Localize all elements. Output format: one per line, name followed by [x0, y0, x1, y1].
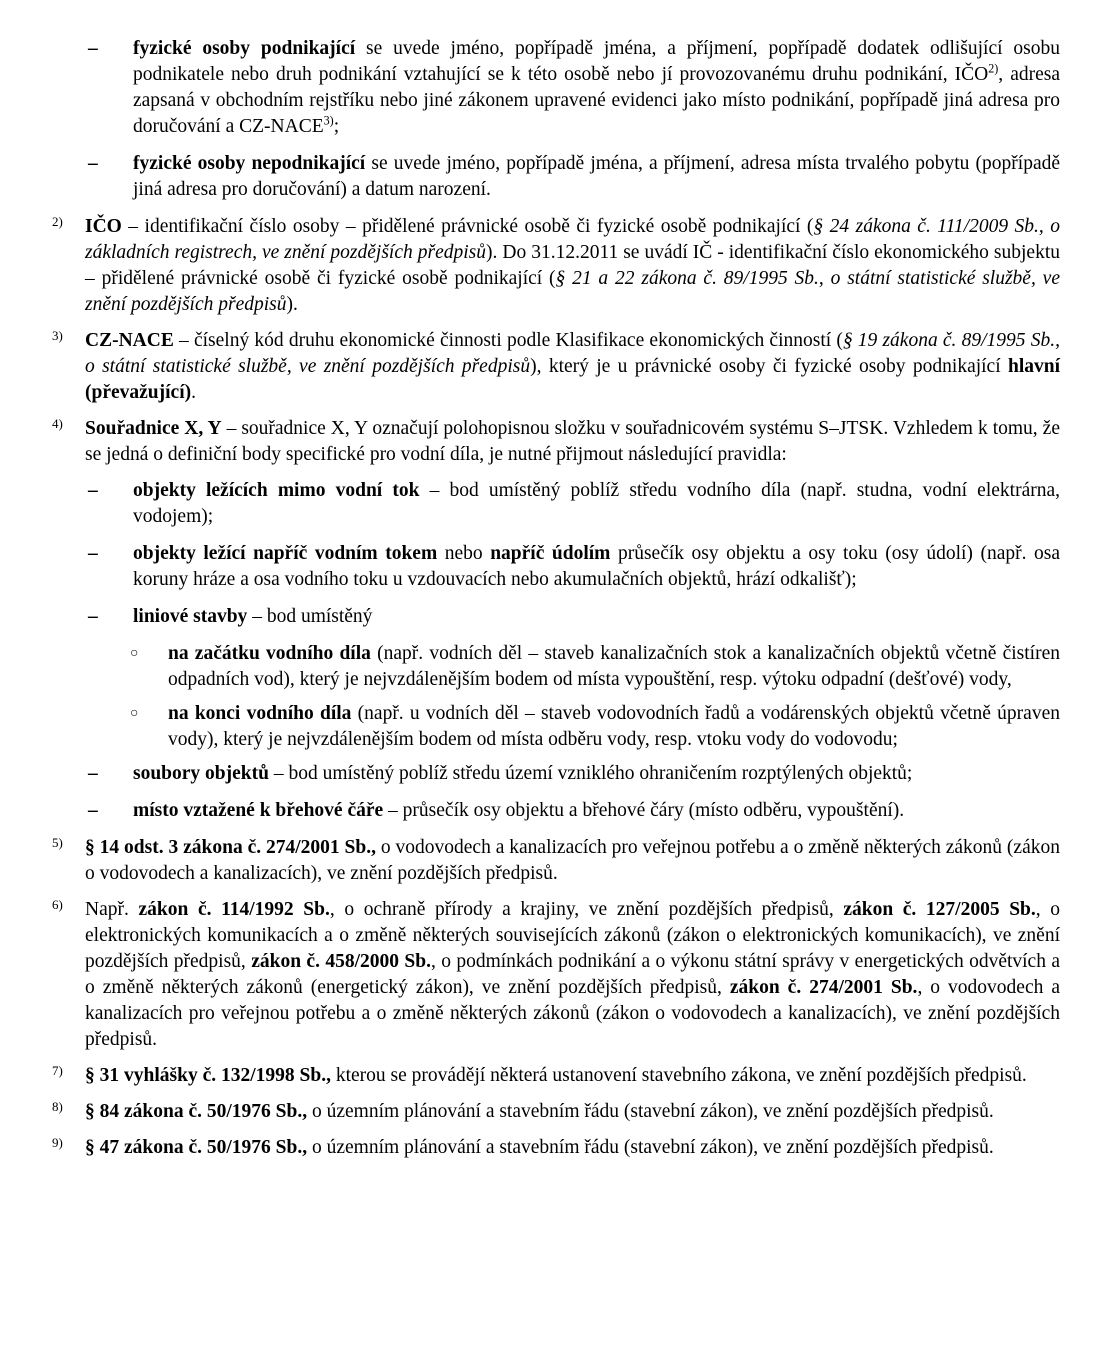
bullet-item [88, 798, 1060, 824]
bullet-text [133, 151, 1060, 203]
text-segment: § 31 vyhlášky č. 132/1998 Sb., [85, 1065, 331, 1086]
text-segment: – souřadnice X, Y označují polohopisnou složku v souřadnicovém systému S–JTSK. Vzhledem k tomu, že se jedná o definiční body specifické pro vodní díla, je nutné přijmout následující pravidla: [85, 418, 1060, 465]
text-segment: místo vztažené k břehové čáře [133, 800, 384, 821]
footnote [52, 416, 1060, 468]
footnote-marker: 6) [52, 897, 63, 912]
text-segment: zákon č. 127/2005 Sb. [843, 899, 1036, 920]
text-segment: (např. vodních děl – staveb kanalizačních stok a kanalizačních objektů včetně čistíren odpadních vod), který je nejvzdálenějším bodem od místa vypouštění, resp. výtoku odpadní (dešťové) vody, [168, 643, 1060, 690]
text-segment: nebo [437, 543, 491, 564]
bullet-marker: – [88, 606, 98, 627]
footnote-text [85, 897, 1060, 1053]
text-segment: – identifikační číslo osoby – přidělené právnické osobě či fyzické osobě podnikající ( [121, 216, 814, 237]
text-segment: fyzické osoby nepodnikající [133, 153, 366, 174]
text-segment: – bod umístěný poblíž středu vodního díla (např. studna, vodní elektrárna, vodojem); [133, 480, 1060, 527]
bullet-item [88, 541, 1060, 593]
text-segment: § 19 zákona č. 89/1995 Sb., o státní statistické službě, ve znění pozdějších předpisů [85, 330, 1060, 377]
footnote-text [85, 416, 1060, 468]
bullet-marker: – [88, 153, 98, 174]
footnote-text [85, 328, 1060, 406]
text-segment: (např. u vodních děl – staveb vodovodních řadů a vodárenských objektů včetně úpraven vody), který je nejvzdálenějším bodem od místa odběru vody, resp. vtoku vody do vodovodu; [168, 703, 1060, 750]
bullet-text [133, 541, 1060, 593]
text-segment: se uvede jméno, popřípadě jména, a příjmení, popřípadě dodatek odlišující osobu podnikatele nebo druh podnikání vztahující se k této osobě nebo jí provozovanému druhu podnikání, IČO [133, 38, 1060, 85]
text-segment: se uvede jméno, popřípadě jména, a příjmení, adresa místa trvalého pobytu (popřípadě jiná adresa pro doručování) a datum narození. [133, 153, 1061, 200]
footnote-text [85, 1135, 1060, 1161]
bullet-text [133, 36, 1060, 140]
text-segment: na začátku vodního díla [168, 643, 371, 664]
text-segment: na konci vodního díla [168, 703, 352, 724]
footnote [52, 1063, 1060, 1089]
text-segment: zákon č. 458/2000 Sb. [251, 951, 431, 972]
text-segment: Např. [85, 899, 139, 920]
bullet-marker: ○ [130, 646, 139, 661]
text-segment: – bod umístěný poblíž středu území vzniklého ohraničením rozptýlených objektů; [269, 763, 913, 784]
text-segment: o vodovodech a kanalizacích pro veřejnou potřebu a o změně některých zákonů (zákon o vodovodech a kanalizacích), ve znění pozdějších předpisů. [85, 837, 1060, 884]
text-segment: – bod umístěný [247, 606, 373, 627]
bullet-text [168, 641, 1060, 693]
bullet-text [133, 478, 1060, 530]
footnote [52, 897, 1060, 1053]
text-segment: ). Do 31.12.2011 se uvádí IČ - identifikační číslo ekonomického subjektu – přidělené právnické osobě či fyzické osobě podnikající ( [85, 242, 1060, 289]
text-segment: objekty ležící napříč vodním tokem [133, 543, 438, 564]
footnote [52, 1135, 1060, 1161]
text-segment: , o vodovodech a kanalizacích pro veřejnou potřebu a o změně některých zákonů (zákon o vodovodech a kanalizacích), ve znění pozdějších předpisů. [85, 977, 1061, 1050]
footnote-marker: 8) [52, 1099, 63, 1114]
text-segment: 3) [323, 113, 334, 128]
footnote [52, 1099, 1060, 1125]
footnote-marker: 5) [52, 835, 63, 850]
text-segment: § 14 odst. 3 zákona č. 274/2001 Sb., [85, 837, 376, 858]
text-segment: § 84 zákona č. 50/1976 Sb., [85, 1101, 308, 1122]
bullet-item [88, 761, 1060, 787]
bullet-item [88, 36, 1060, 140]
footnote-marker: 9) [52, 1135, 63, 1150]
footnote-marker: 3) [52, 328, 63, 343]
bullet-text [168, 701, 1060, 753]
text-segment: kterou se provádějí některá ustanovení stavebního zákona, ve znění pozdějších předpisů. [330, 1065, 1027, 1086]
footnote-text [85, 214, 1060, 318]
text-segment: ). [286, 294, 298, 315]
text-segment: § 21 a 22 zákona č. 89/1995 Sb., o státní statistické službě, ve znění pozdějších předpisů [85, 268, 1060, 315]
text-segment: zákon č. 114/1992 Sb. [138, 899, 330, 920]
bullet-marker: – [88, 543, 98, 564]
bullet-item [88, 604, 1060, 630]
text-segment: hlavní (převažující) [85, 356, 1060, 403]
bullet-marker: – [88, 763, 98, 784]
bullet-marker: – [88, 480, 98, 501]
text-segment: – průsečík osy objektu a břehové čáry (místo odběru, vypouštění). [383, 800, 905, 821]
text-segment: , o podmínkách podnikání a o výkonu státní správy v energetických odvětvích a o změně některých zákonů (energetický zákon), ve znění pozdějších předpisů, [85, 951, 1061, 998]
bullet-text [133, 761, 1060, 787]
bullet-marker: ○ [130, 706, 139, 721]
text-segment: o územním plánování a stavebním řádu (stavební zákon), ve znění pozdějších předpisů. [307, 1101, 994, 1122]
footnote [52, 835, 1060, 887]
bullet-item [88, 478, 1060, 530]
text-segment: – číselný kód druhu ekonomické činnosti podle Klasifikace ekonomických činností ( [173, 330, 843, 351]
footnote [52, 214, 1060, 318]
text-segment: 2) [988, 61, 999, 76]
text-segment: napříč údolím [490, 543, 611, 564]
text-segment: o územním plánování a stavebním řádu (stavební zákon), ve znění pozdějších předpisů. [307, 1137, 994, 1158]
bullet-item [88, 151, 1060, 203]
footnote-text [85, 1063, 1060, 1089]
footnote-marker: 4) [52, 416, 63, 431]
bullet-item [130, 701, 1060, 753]
text-segment: průsečík osy objektu a osy toku (osy údolí) (např. osa koruny hráze a osa vodního toku u vzdouvacích nebo akumulačních objektů, hrází odkališť); [133, 543, 1061, 590]
text-segment: , adresa zapsaná v obchodním rejstříku nebo jiné zákonem upravené evidenci jako místo podnikání, popřípadě jiná adresa pro doručování a CZ-NACE [133, 64, 1060, 137]
text-segment: § 24 zákona č. 111/2009 Sb., o základních registrech, ve znění pozdějších předpisů [85, 216, 1061, 263]
text-segment: § 47 zákona č. 50/1976 Sb., [85, 1137, 308, 1158]
bullet-marker: – [88, 800, 98, 821]
text-segment: liniové stavby [133, 606, 248, 627]
text-segment: zákon č. 274/2001 Sb. [729, 977, 918, 998]
footnote [52, 328, 1060, 406]
footnote-marker: 7) [52, 1063, 63, 1078]
bullet-item [130, 641, 1060, 693]
text-segment: soubory objektů [133, 763, 269, 784]
text-segment: fyzické osoby podnikající [133, 38, 356, 59]
text-segment: ), který je u právnické osoby či fyzické osoby podnikající [530, 356, 1008, 377]
footnote-marker: 2) [52, 214, 63, 229]
text-segment: ; [333, 116, 340, 137]
text-segment: . [191, 382, 197, 403]
bullet-text [133, 604, 1060, 630]
bullet-text [133, 798, 1060, 824]
text-segment: CZ-NACE [85, 330, 174, 351]
footnote-text [85, 835, 1060, 887]
text-segment: , o ochraně přírody a krajiny, ve znění pozdějších předpisů, [329, 899, 844, 920]
text-segment: , o elektronických komunikacích a o změně některých souvisejících zákonů (zákon o elektronických komunikacích), ve znění pozdějších předpisů, [85, 899, 1061, 972]
text-segment: IČO [85, 216, 122, 237]
bullet-marker: – [88, 38, 98, 59]
text-segment: Souřadnice X, Y [85, 418, 222, 439]
footnote-text [85, 1099, 1060, 1125]
text-segment: objekty ležících mimo vodní tok [133, 480, 420, 501]
